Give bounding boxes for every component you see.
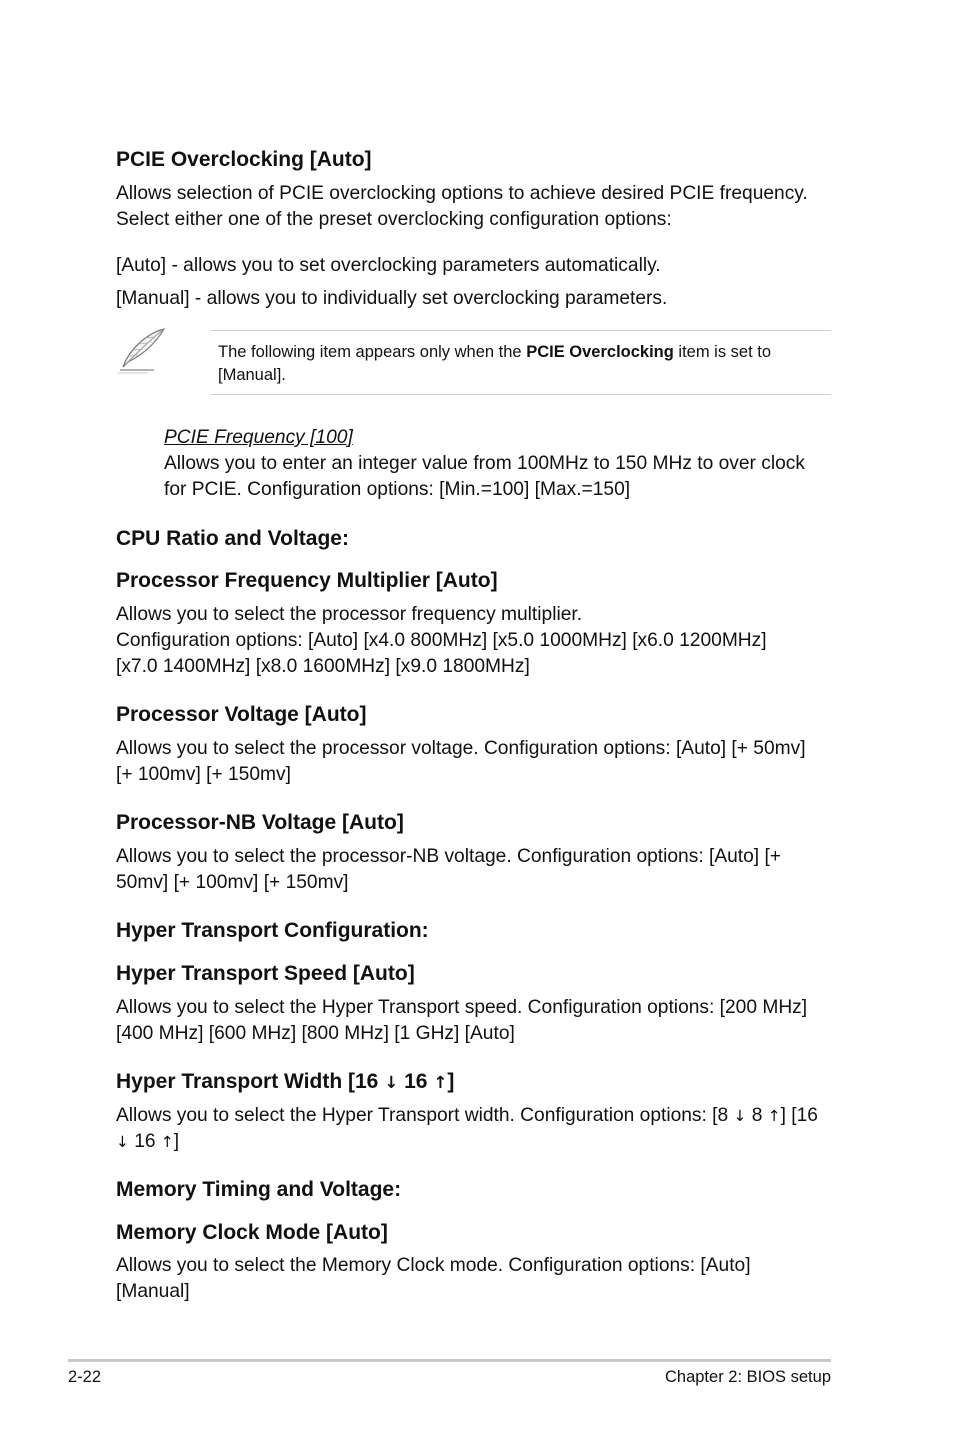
ht-width-text: ] xyxy=(173,1131,180,1152)
description-line: Allows you to enter an integer value from 100MHz to 150 MHz to over clock xyxy=(164,453,805,474)
up-arrow-icon: ↑ xyxy=(160,1133,174,1151)
down-arrow-icon: ↓ xyxy=(116,1133,129,1151)
description-line xyxy=(116,1129,836,1155)
chapter-title: Chapter 2: BIOS setup xyxy=(664,1368,831,1386)
memory-clock-description xyxy=(116,1253,836,1305)
description-line: [Manual] xyxy=(116,1281,190,1302)
ht-speed-description xyxy=(116,995,836,1047)
description-line: for PCIE. Configuration options: [Min.=100] [Max.=150] xyxy=(164,479,631,500)
ht-width-text: Allows you to select the Hyper Transport width. Configuration options: [8 xyxy=(116,1105,729,1126)
description-line: Allows you to select the Hyper Transport speed. Configuration options: [200 MHz] xyxy=(116,997,808,1018)
ht-width-text: ] [16 xyxy=(780,1105,818,1126)
description-line: [x7.0 1400MHz] [x8.0 1600MHz] [x9.0 1800MHz] xyxy=(116,656,530,677)
note-text-post: item is set to xyxy=(673,343,772,361)
note-text-line2: [Manual]. xyxy=(218,366,286,384)
note-box xyxy=(211,330,831,395)
down-arrow-icon: ↓ xyxy=(384,1072,399,1092)
note-text-bold: PCIE Overclocking xyxy=(526,343,674,361)
description-line: [+ 100mv] [+ 150mv] xyxy=(116,764,291,785)
processor-nb-voltage-heading: Processor-NB Voltage [Auto] xyxy=(116,811,404,834)
processor-frequency-description xyxy=(116,602,836,680)
cpu-ratio-heading: CPU Ratio and Voltage: xyxy=(116,527,349,550)
pcie-option-auto: [Auto] - allows you to set overclocking parameters automatically. xyxy=(116,255,661,276)
ht-width-title-part: 16 xyxy=(404,1070,428,1093)
processor-voltage-heading: Processor Voltage [Auto] xyxy=(116,703,367,726)
note-text-pre: The following item appears only when the xyxy=(218,343,527,361)
pcie-overclocking-heading: PCIE Overclocking [Auto] xyxy=(116,148,372,171)
page-number: 2-22 xyxy=(68,1368,102,1386)
description-line: Allows you to select the processor-NB voltage. Configuration options: [Auto] [+ xyxy=(116,846,781,867)
description-line: Allows you to select the Memory Clock mode. Configuration options: [Auto] xyxy=(116,1255,751,1276)
ht-width-title-part: ] xyxy=(447,1070,455,1093)
ht-speed-heading: Hyper Transport Speed [Auto] xyxy=(116,962,415,985)
down-arrow-icon: ↓ xyxy=(733,1107,747,1125)
feather-pen-icon xyxy=(114,326,170,376)
ht-width-text: 16 xyxy=(134,1131,156,1152)
pcie-option-manual: [Manual] - allows you to individually set overclocking parameters. xyxy=(116,288,668,309)
ht-width-heading xyxy=(116,1070,454,1094)
processor-nb-voltage-description xyxy=(116,844,836,896)
memory-clock-heading: Memory Clock Mode [Auto] xyxy=(116,1221,388,1244)
pcie-frequency-item xyxy=(164,425,844,503)
up-arrow-icon: ↑ xyxy=(767,1107,781,1125)
pcie-frequency-title: PCIE Frequency [100] xyxy=(164,427,353,448)
processor-frequency-heading: Processor Frequency Multiplier [Auto] xyxy=(116,569,498,592)
ht-width-text: 8 xyxy=(751,1105,763,1126)
description-line: [400 MHz] [600 MHz] [800 MHz] [1 GHz] [Auto] xyxy=(116,1023,515,1044)
ht-width-title-part: Hyper Transport Width [16 xyxy=(116,1070,379,1093)
description-line xyxy=(116,1103,836,1129)
description-line: Configuration options: [Auto] [x4.0 800MHz] [x5.0 1000MHz] [x6.0 1200MHz] xyxy=(116,630,767,651)
note-text xyxy=(218,341,771,387)
ht-config-heading: Hyper Transport Configuration: xyxy=(116,919,429,942)
memory-timing-heading: Memory Timing and Voltage: xyxy=(116,1178,402,1201)
description-line: 50mv] [+ 100mv] [+ 150mv] xyxy=(116,872,349,893)
pcie-overclocking-description xyxy=(116,181,836,233)
description-line: Allows selection of PCIE overclocking options to achieve desired PCIE frequency. xyxy=(116,183,808,204)
description-line: Select either one of the preset overclocking configuration options: xyxy=(116,209,672,230)
ht-width-description xyxy=(116,1103,836,1155)
up-arrow-icon: ↑ xyxy=(433,1072,448,1092)
processor-voltage-description xyxy=(116,736,836,788)
description-line: Allows you to select the processor voltage. Configuration options: [Auto] [+ 50mv] xyxy=(116,738,806,759)
description-line: Allows you to select the processor frequency multiplier. xyxy=(116,604,583,625)
footer-rule xyxy=(68,1359,831,1362)
